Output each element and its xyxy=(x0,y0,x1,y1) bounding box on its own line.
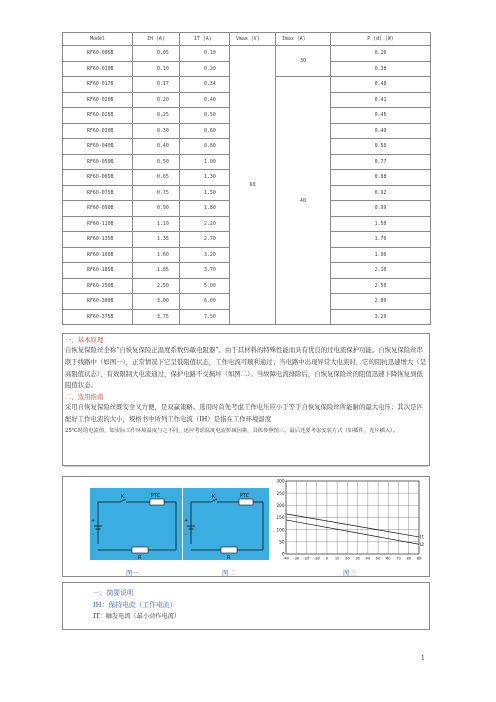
fig1-minus: - xyxy=(92,532,94,538)
section3-title: 一、简要说明 xyxy=(93,589,134,597)
cell-it: 0.20 xyxy=(180,61,230,77)
cell-ih: 1.85 xyxy=(133,263,180,279)
cell-power: 1.70 xyxy=(331,232,431,248)
chart-y-tick-label: 100 xyxy=(276,527,285,533)
cell-power: 0.77 xyxy=(331,154,431,170)
fig1-ptc-label: PTC xyxy=(151,493,161,499)
cell-it: 3.70 xyxy=(180,263,230,279)
cell-it: 0.50 xyxy=(180,108,230,124)
cell-imax-a: 30 xyxy=(276,46,331,77)
cell-ih: 1.60 xyxy=(133,247,180,263)
chart-y-tick-label: 200 xyxy=(276,502,285,508)
cell-power: 2.10 xyxy=(331,263,431,279)
text-section-box xyxy=(62,333,430,466)
cell-ih: 0.05 xyxy=(133,46,180,62)
chart-y-tick-label: 250 xyxy=(276,490,285,496)
cell-model: RF60-185B xyxy=(63,263,133,279)
cell-model: RF60-025B xyxy=(63,108,133,124)
spec-table xyxy=(62,32,431,325)
chart-x-tick-label: 40 xyxy=(365,556,371,561)
cell-it: 2.70 xyxy=(180,232,230,248)
cell-ih: 2.50 xyxy=(133,278,180,294)
cell-it: 0.10 xyxy=(180,46,230,62)
cell-power: 0.48 xyxy=(331,77,431,93)
chart-x-tick-label: 85 xyxy=(416,556,422,561)
cell-ih: 0.25 xyxy=(133,108,180,124)
page-number: 1 xyxy=(421,655,425,662)
col-ih: IH (A) xyxy=(133,33,180,46)
fig1-plus: + xyxy=(91,518,96,524)
section3-ih: IH：保持电流（工作电流） xyxy=(93,601,177,609)
cell-it: 0.34 xyxy=(180,77,230,93)
cell-model: RF60-300B xyxy=(63,294,133,310)
figure3-chart xyxy=(272,478,428,566)
cell-ih: 1.35 xyxy=(133,232,180,248)
chart-y-tick-label: 50 xyxy=(279,539,285,545)
cell-ih: 0.30 xyxy=(133,123,180,139)
cell-power: 2.80 xyxy=(331,294,431,310)
chart-x-tick-label: -20 xyxy=(303,556,310,561)
cell-it: 0.60 xyxy=(180,123,230,139)
chart-series-label: I1 xyxy=(420,535,425,541)
caption-fig2: 图二 xyxy=(222,569,235,577)
cell-vmax: 60 xyxy=(230,46,276,325)
cell-it: 5.00 xyxy=(180,278,230,294)
chart-x-tick-label: 70 xyxy=(396,556,401,561)
fig2-plus: + xyxy=(184,518,189,524)
cell-ih: 0.40 xyxy=(133,139,180,155)
table-header-row xyxy=(63,33,431,46)
caption-fig3: 图三 xyxy=(343,569,356,577)
chart-x-tick-label: 80 xyxy=(406,556,412,561)
col-it: IT (A) xyxy=(180,33,230,46)
col-power: P (d) (W) xyxy=(331,33,431,46)
cell-ih: 0.10 xyxy=(133,61,180,77)
cell-model: RF60-075B xyxy=(63,185,133,201)
cell-it: 0.40 xyxy=(180,92,230,108)
cell-ih: 0.90 xyxy=(133,201,180,217)
cell-power: 3.20 xyxy=(331,309,431,325)
fig2-ptc-label: PTC xyxy=(240,493,250,499)
chart-y-tick-label: 0 xyxy=(281,551,285,557)
cell-ih: 3.75 xyxy=(133,309,180,325)
col-model: Model xyxy=(63,33,133,46)
section2-title: 二、选用指南 xyxy=(65,393,104,402)
chart-x-tick-label: 20 xyxy=(345,556,350,561)
cell-model: RF60-010B xyxy=(63,61,133,77)
chart-x-tick-label: -40 xyxy=(283,556,289,561)
cell-power: 0.88 xyxy=(331,170,431,186)
fig1-k-label: K xyxy=(121,494,125,500)
cell-it: 1.80 xyxy=(180,201,230,217)
cell-power: 0.56 xyxy=(331,139,431,155)
cell-ih: 3.00 xyxy=(133,294,180,310)
divider xyxy=(64,466,428,467)
chart-x-tick-label: -10 xyxy=(313,556,320,561)
cell-ih: 0.17 xyxy=(133,77,180,93)
cell-model: RF60-040B xyxy=(63,139,133,155)
cell-power: 0.99 xyxy=(331,201,431,217)
cell-it: 6.00 xyxy=(180,294,230,310)
cell-ih: 0.20 xyxy=(133,92,180,108)
notes-box xyxy=(62,582,430,630)
figure1-circuit xyxy=(90,488,182,560)
chart-x-tick-label: 0 xyxy=(325,556,329,561)
chart-y-tick-label: 150 xyxy=(276,515,285,521)
cell-model: RF60-030B xyxy=(63,123,133,139)
cell-power: 2.50 xyxy=(331,278,431,294)
cell-it: 2.20 xyxy=(180,216,230,232)
cell-it: 3.20 xyxy=(180,247,230,263)
section2-text1: 采用自恢复保险丝既安全又方便，是双赢策略。选用时首先考虑工作电压应小于等于自恢复保险丝所能耐的最大电压；其次是匹配好工作电流的大小，规格书中所列工作电流（IH）是指在工作环境温度 xyxy=(65,403,423,423)
cell-power: 0.49 xyxy=(331,123,431,139)
col-vmax: Vmax (V) xyxy=(230,33,276,46)
cell-power: 0.38 xyxy=(331,61,431,77)
section1-text: 自恢复保险丝全称“自恢复保险正温度系数热敏电阻器”。由于其材料的特殊性能而具有优良的过电流保护功能。自恢复保险丝串联于线路中（如图一），正常情况下它呈低阻值状态，工作电流可顺利通过；当电路中出现异常大电流时，它的阻抗迅速增大（呈高阻值状态），有效限制大电流通过，保护电路不受损坏（如图二）。当故障电流排除后，自恢复保险丝的阻值迅速下降恢复到低阻值状态。 xyxy=(65,346,427,390)
fig2-minus: - xyxy=(185,532,187,538)
chart-x-tick-label: 10 xyxy=(334,556,340,561)
cell-power: 0.41 xyxy=(331,92,431,108)
cell-imax-b: 40 xyxy=(276,77,331,325)
chart-x-tick-label: 30 xyxy=(355,556,360,561)
cell-ih: 0.65 xyxy=(133,170,180,186)
chart-x-tick-label: 60 xyxy=(386,556,391,561)
cell-power: 1.50 xyxy=(331,216,431,232)
cell-model: RF60-135B xyxy=(63,232,133,248)
cell-model: RF60-110B xyxy=(63,216,133,232)
section3-it: IT：触发电流（最小动作电流） xyxy=(93,613,181,620)
cell-it: 7.50 xyxy=(180,309,230,325)
chart-y-tick-label: 300 xyxy=(276,478,285,484)
cell-model: RF60-005B xyxy=(63,46,133,62)
cell-model: RF60-020B xyxy=(63,92,133,108)
cell-model: RF60-250B xyxy=(63,278,133,294)
cell-ih: 0.50 xyxy=(133,154,180,170)
fig2-k-label: K xyxy=(212,494,216,500)
cell-it: 0.80 xyxy=(180,139,230,155)
fig2-r-label: R xyxy=(227,555,231,560)
fig1-r-label: R xyxy=(138,555,142,560)
caption-fig1: 图一 xyxy=(126,569,139,577)
figure2-circuit xyxy=(183,488,269,560)
cell-it: 1.30 xyxy=(180,170,230,186)
section2-text2: 25℃时的电流值，如实际工作环境温度与之不同，还应考虑温度电流折减因素，具体参照图三。最后还要考虑安装方式（如插件、光片插入）。 xyxy=(65,427,399,434)
col-imax: Imax (A) xyxy=(276,33,331,46)
cell-power: 0.45 xyxy=(331,108,431,124)
cell-model: RF60-090B xyxy=(63,201,133,217)
cell-model: RF60-050B xyxy=(63,154,133,170)
chart-series-label: I2 xyxy=(420,542,425,548)
cell-it: 1.50 xyxy=(180,185,230,201)
cell-it: 1.00 xyxy=(180,154,230,170)
cell-power: 1.90 xyxy=(331,247,431,263)
cell-model: RF60-065B xyxy=(63,170,133,186)
chart-x-tick-label: 50 xyxy=(375,556,381,561)
cell-power: 0.26 xyxy=(331,46,431,62)
chart-x-tick-label: -30 xyxy=(293,556,300,561)
cell-ih: 0.75 xyxy=(133,185,180,201)
cell-ih: 1.10 xyxy=(133,216,180,232)
table-row xyxy=(63,46,431,62)
cell-power: 0.92 xyxy=(331,185,431,201)
cell-model: RF60-160B xyxy=(63,247,133,263)
section1-title: 一、基本原理 xyxy=(65,336,104,344)
cell-model: RF60-017B xyxy=(63,77,133,93)
cell-model: RF60-375B xyxy=(63,309,133,325)
